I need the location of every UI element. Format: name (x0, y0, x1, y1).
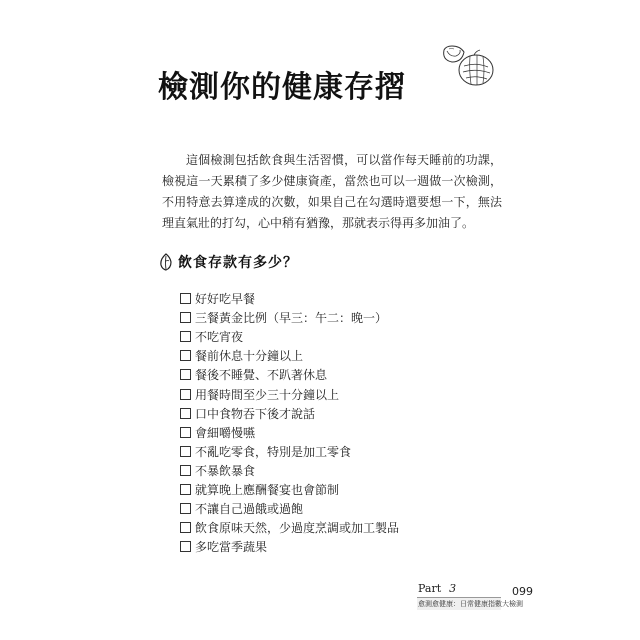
checklist-item-label: 不亂吃零食，特別是加工零食 (195, 444, 352, 459)
section-heading (158, 252, 298, 272)
checklist-item-label: 不暴飲暴食 (195, 463, 256, 478)
checklist-item-label: 餐後不睡覺、不趴著休息 (195, 368, 328, 383)
checkbox-icon[interactable] (180, 293, 191, 304)
checklist-item (180, 365, 399, 384)
fruit-illustration (438, 38, 498, 88)
checkbox-icon[interactable] (180, 541, 191, 552)
checklist-item-label: 好好吃早餐 (195, 292, 256, 307)
checklist-item-label: 飲食原味天然，少過度烹調或加工製品 (195, 521, 400, 536)
intro-paragraph (162, 150, 502, 234)
page-number: 099 (512, 585, 533, 598)
checklist-item (180, 518, 399, 537)
checklist-item-label: 多吃當季蔬果 (195, 540, 268, 555)
checklist-item-label: 不讓自己過餓或過飽 (195, 502, 304, 517)
checklist-item-label: 三餐黃金比例（早三：午二：晚一） (195, 311, 388, 326)
checklist-item (180, 289, 399, 308)
checklist-item-label: 不吃宵夜 (195, 330, 244, 345)
checkbox-icon[interactable] (180, 427, 191, 438)
diet-checklist (180, 289, 399, 556)
checkbox-icon[interactable] (180, 522, 191, 533)
checklist-item (180, 499, 399, 518)
intro-text: 這個檢測包括飲食與生活習慣，可以當作每天睡前的功課，檢視這一天累積了多少健康資產，當然也可以一週做一次檢測，不用特意去算達成的次數，如果自己在勾選時還要想一下，無法理直氣壯的打勾，心中稍有猶豫，那就表示得再多加油了。 (162, 153, 502, 230)
checklist-item (180, 537, 399, 556)
checklist-item-label: 用餐時間至少三十分鐘以上 (195, 387, 340, 402)
checkbox-icon[interactable] (180, 331, 191, 342)
checklist-item (180, 327, 399, 346)
part-number: 3 (449, 582, 457, 595)
footer-part (418, 582, 456, 595)
checkbox-icon[interactable] (180, 389, 191, 400)
checklist-item (180, 461, 399, 480)
checkbox-icon[interactable] (180, 408, 191, 419)
leaf-icon (158, 253, 174, 271)
page-title: 檢測你的健康存摺 (158, 70, 406, 105)
checkbox-icon[interactable] (180, 503, 191, 514)
footer-subtitle: 愈測愈健康：日常健康指數大檢測 (417, 597, 501, 610)
part-label: Part (418, 582, 442, 595)
checklist-item-label: 餐前休息十分鐘以上 (195, 349, 304, 364)
checklist-item (180, 423, 399, 442)
checklist-item (180, 404, 399, 423)
checkbox-icon[interactable] (180, 369, 191, 380)
checklist-item (180, 346, 399, 365)
checkbox-icon[interactable] (180, 350, 191, 361)
checklist-item (180, 480, 399, 499)
checkbox-icon[interactable] (180, 312, 191, 323)
checkbox-icon[interactable] (180, 465, 191, 476)
checklist-item-label: 就算晚上應酬餐宴也會節制 (195, 482, 340, 497)
section-title: 飲食存款有多少？ (178, 255, 298, 271)
checklist-item-label: 口中食物吞下後才說話 (195, 406, 316, 421)
checkbox-icon[interactable] (180, 446, 191, 457)
checklist-item (180, 442, 399, 461)
checkbox-icon[interactable] (180, 484, 191, 495)
checklist-item-label: 會細嚼慢嚥 (195, 425, 256, 440)
checklist-item (180, 308, 399, 327)
checklist-item (180, 384, 399, 403)
